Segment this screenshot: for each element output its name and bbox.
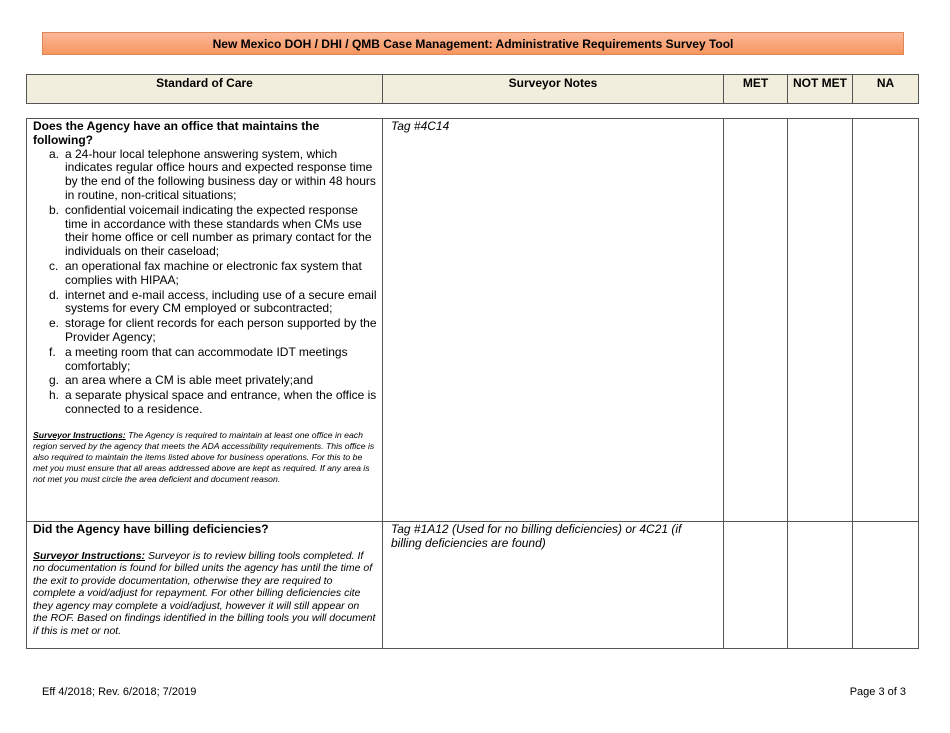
surveyor-notes-cell[interactable] xyxy=(383,522,724,649)
table-row xyxy=(27,522,919,649)
met-cell[interactable] xyxy=(724,522,788,649)
question-text: Does the Agency have an office that maintains the following? xyxy=(33,119,320,147)
na-cell[interactable] xyxy=(853,522,919,649)
standard-cell xyxy=(27,119,383,522)
not-met-cell[interactable] xyxy=(788,119,853,522)
na-header: NA xyxy=(853,75,919,104)
standard-of-care-header: Standard of Care xyxy=(27,75,383,104)
met-header: MET xyxy=(724,75,788,104)
page-number: Page 3 of 3 xyxy=(849,686,906,698)
list-item: d. internet and e-mail access, including use of a secure email systems for every CM employed or subcontracted; xyxy=(49,287,377,316)
document-title-banner: New Mexico DOH / DHI / QMB Case Management: Administrative Requirements Survey Tool xyxy=(42,32,904,55)
revision-footer: Eff 4/2018; Rev. 6/2018; 7/2019 xyxy=(42,686,197,698)
surveyor-notes-cell[interactable] xyxy=(383,119,724,522)
met-cell[interactable] xyxy=(724,119,788,522)
tag-note: Tag #4C14 xyxy=(391,119,450,133)
table-row xyxy=(27,119,919,522)
requirements-list xyxy=(27,148,382,417)
header-table xyxy=(26,74,919,104)
survey-table xyxy=(26,118,919,649)
surveyor-instructions: Surveyor Instructions: The Agency is required to maintain at least one office in each region served by the agency that meets the ADA accessibility requirements. This office is also required to maintain the items listed above for business operations. For this to be met you must ensure that all areas addressed above are kept as required. If any area is not met you must circle the area deficient and document reason. xyxy=(33,429,375,484)
list-item: b. confidential voicemail indicating the expected response time in accordance with these standards when CMs use their home office or cell number as primary contact for the individuals on their caseload; xyxy=(49,202,372,259)
question-text: Did the Agency have billing deficiencies? xyxy=(33,522,269,536)
not-met-cell[interactable] xyxy=(788,522,853,649)
list-item: h. a separate physical space and entrance, when the office is connected to a residence. xyxy=(49,388,377,416)
surveyor-notes-header: Surveyor Notes xyxy=(383,75,724,104)
na-cell[interactable] xyxy=(853,119,919,522)
list-item: c. an operational fax machine or electronic fax system that complies with HIPAA; xyxy=(49,258,362,287)
list-item: a. a 24-hour local telephone answering system, which indicates regular office hours and expected response time by the end of the following business day or within 48 hours in routine, non-critical situations; xyxy=(49,146,376,202)
surveyor-instructions: Surveyor Instructions: Surveyor is to review billing tools completed. If no documentation is found for billed units the agency has until the time of the exit to provide documentation, otherwise they are required to complete a void/adjust for repayment. For other billing deficiencies cite they agency may complete a void/adjust, however it will still appear on the ROF. Based on findings identified in the billing tools you will document if this is met or not. xyxy=(33,549,376,637)
list-item: g. an area where a CM is able meet privately;and xyxy=(49,373,314,388)
tag-note: Tag #1A12 (Used for no billing deficiencies) or 4C21 (if billing deficiencies are found) xyxy=(391,522,682,550)
list-item: f. a meeting room that can accommodate IDT meetings comfortably; xyxy=(49,344,348,373)
standard-cell xyxy=(27,522,383,649)
not-met-header: NOT MET xyxy=(788,75,853,104)
list-item: e. storage for client records for each person supported by the Provider Agency; xyxy=(49,316,377,344)
